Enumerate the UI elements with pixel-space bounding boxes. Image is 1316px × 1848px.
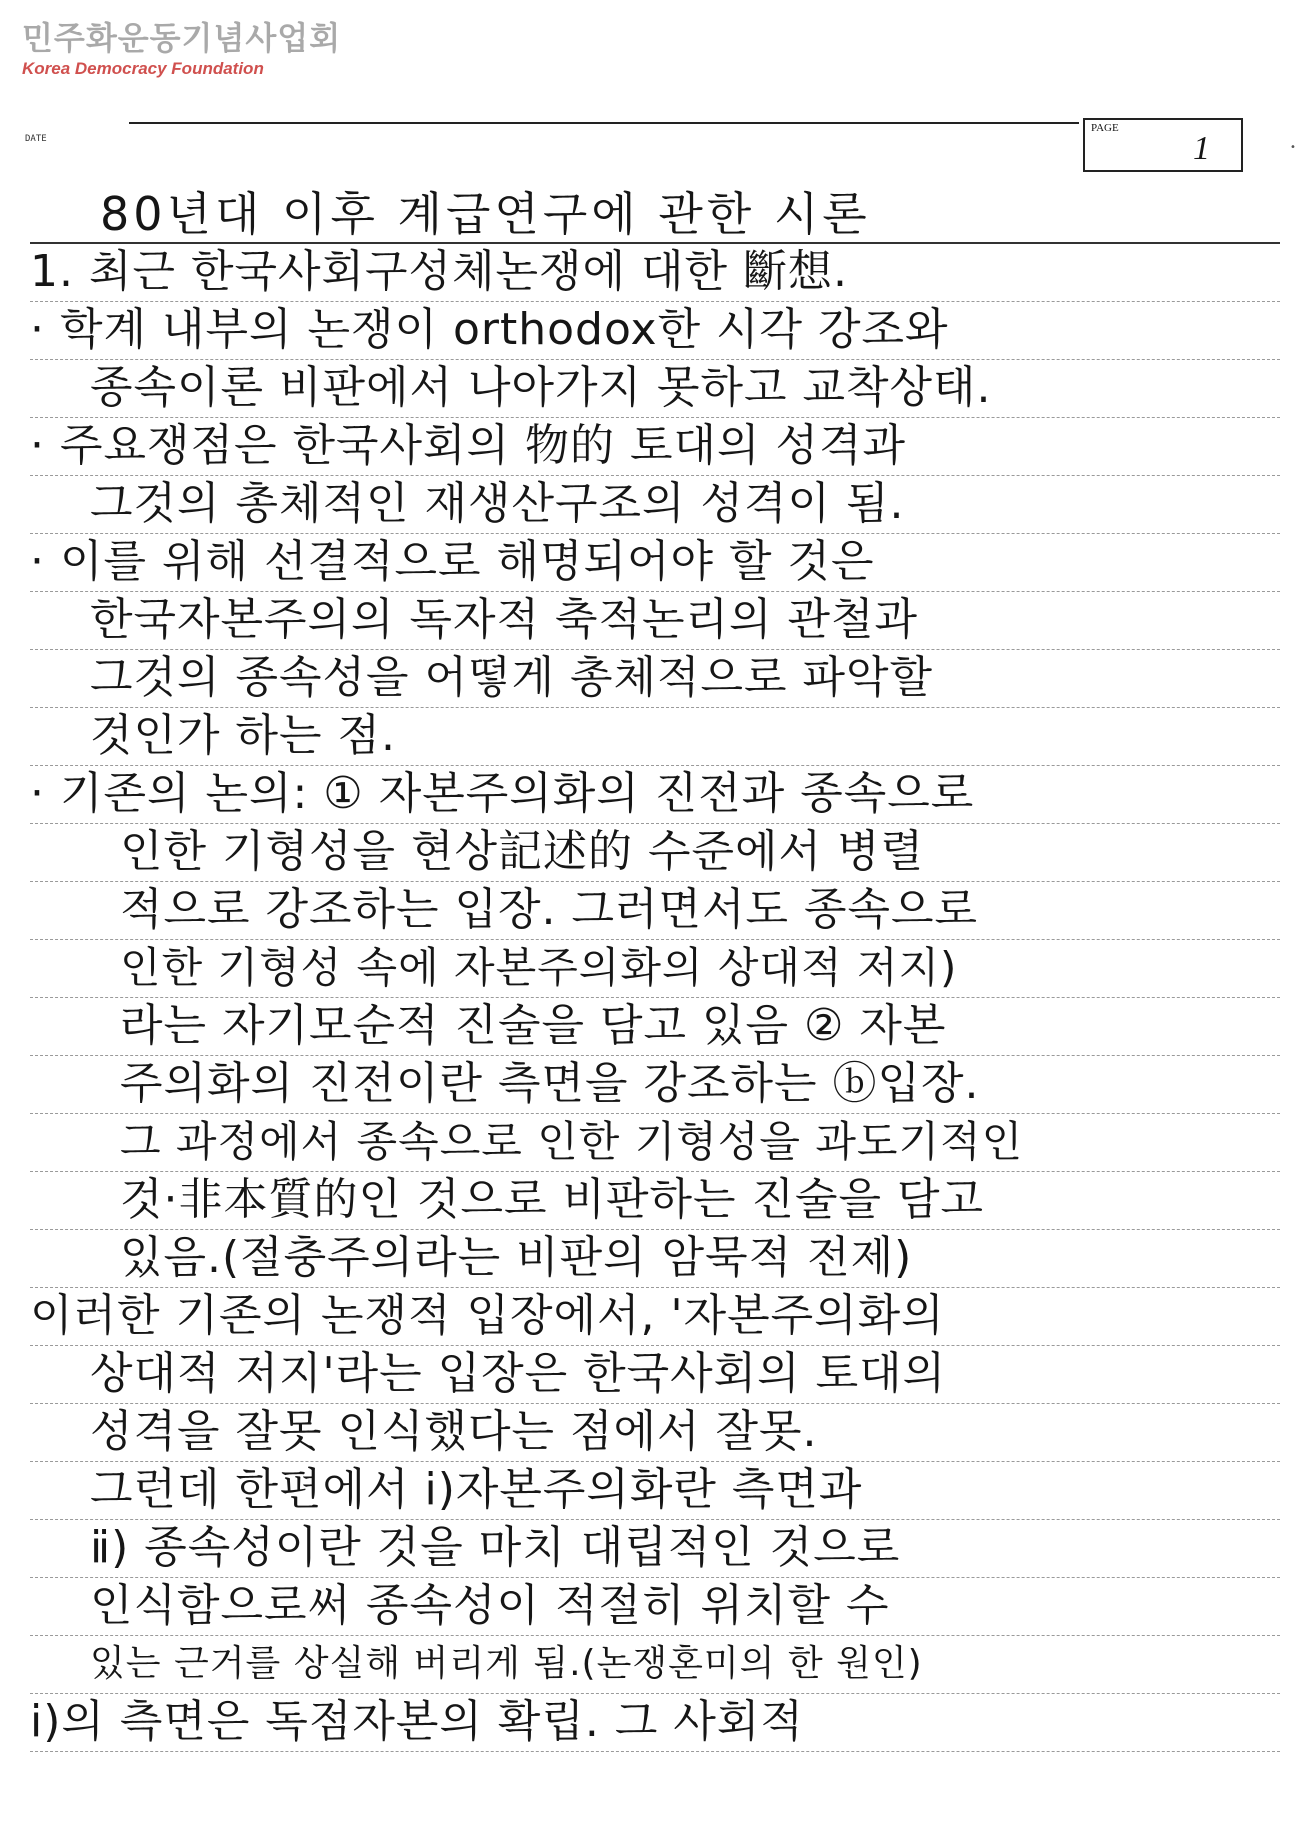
text-line: 인한 기형성 속에 자본주의화의 상대적 저지) xyxy=(30,940,1280,998)
text-line: ⅱ) 종속성이란 것을 마치 대립적인 것으로 xyxy=(30,1520,1280,1578)
text-line: 그것의 종속성을 어떻게 총체적으로 파악할 xyxy=(30,650,1280,708)
text-line: · 주요쟁점은 한국사회의 物的 토대의 성격과 xyxy=(30,418,1280,476)
text-line: 인한 기형성을 현상記述的 수준에서 병렬 xyxy=(30,824,1280,882)
margin-mark: • xyxy=(1290,142,1296,153)
text-line: 것·非本質的인 것으로 비판하는 진술을 담고 xyxy=(30,1172,1280,1230)
text-line: 것인가 하는 점. xyxy=(30,708,1280,766)
text-line: 있음.(절충주의라는 비판의 암묵적 전제) xyxy=(30,1230,1280,1288)
page-label: PAGE xyxy=(1091,122,1119,134)
watermark-korean-name: 민주화운동기념사업회 xyxy=(22,19,342,57)
text-line: ⅰ)의 측면은 독점자본의 확립. 그 사회적 xyxy=(30,1694,1280,1752)
text-line: 종속이론 비판에서 나아가지 못하고 교착상태. xyxy=(30,360,1280,418)
document-title: 80년대 이후 계급연구에 관한 시론 xyxy=(30,186,1280,244)
text-line: 주의화의 진전이란 측면을 강조하는 ⓑ입장. xyxy=(30,1056,1280,1114)
text-line: 그런데 한편에서 ⅰ)자본주의화란 측면과 xyxy=(30,1462,1280,1520)
handwritten-text xyxy=(30,186,1280,1752)
date-label: DATE xyxy=(25,134,47,144)
section-heading: 1. 최근 한국사회구성체논쟁에 대한 斷想. xyxy=(30,244,1280,302)
text-line: 그 과정에서 종속으로 인한 기형성을 과도기적인 xyxy=(30,1114,1280,1172)
date-rule xyxy=(129,122,1079,124)
text-line: · 이를 위해 선결적으로 해명되어야 할 것은 xyxy=(30,534,1280,592)
page-number-box xyxy=(1083,118,1243,172)
text-line: 상대적 저지'라는 입장은 한국사회의 토대의 xyxy=(30,1346,1280,1404)
text-line: 적으로 강조하는 입장. 그러면서도 종속으로 xyxy=(30,882,1280,940)
watermark-english-name: Korea Democracy Foundation xyxy=(22,59,264,78)
text-line: · 기존의 논의: ① 자본주의화의 진전과 종속으로 xyxy=(30,766,1280,824)
page-number: 1 xyxy=(1193,130,1210,167)
text-line: 라는 자기모순적 진술을 담고 있음 ② 자본 xyxy=(30,998,1280,1056)
text-line: 있는 근거를 상실해 버리게 됨.(논쟁혼미의 한 원인) xyxy=(30,1636,1280,1694)
text-line: 한국자본주의의 독자적 축적논리의 관철과 xyxy=(30,592,1280,650)
text-line: 그것의 총체적인 재생산구조의 성격이 됨. xyxy=(30,476,1280,534)
page-header xyxy=(25,112,1225,182)
text-line: · 학계 내부의 논쟁이 orthodox한 시각 강조와 xyxy=(30,302,1280,360)
watermark-logo xyxy=(22,18,341,80)
text-line: 성격을 잘못 인식했다는 점에서 잘못. xyxy=(30,1404,1280,1462)
text-line: 이러한 기존의 논쟁적 입장에서, '자본주의화의 xyxy=(30,1288,1280,1346)
text-line: 인식함으로써 종속성이 적절히 위치할 수 xyxy=(30,1578,1280,1636)
